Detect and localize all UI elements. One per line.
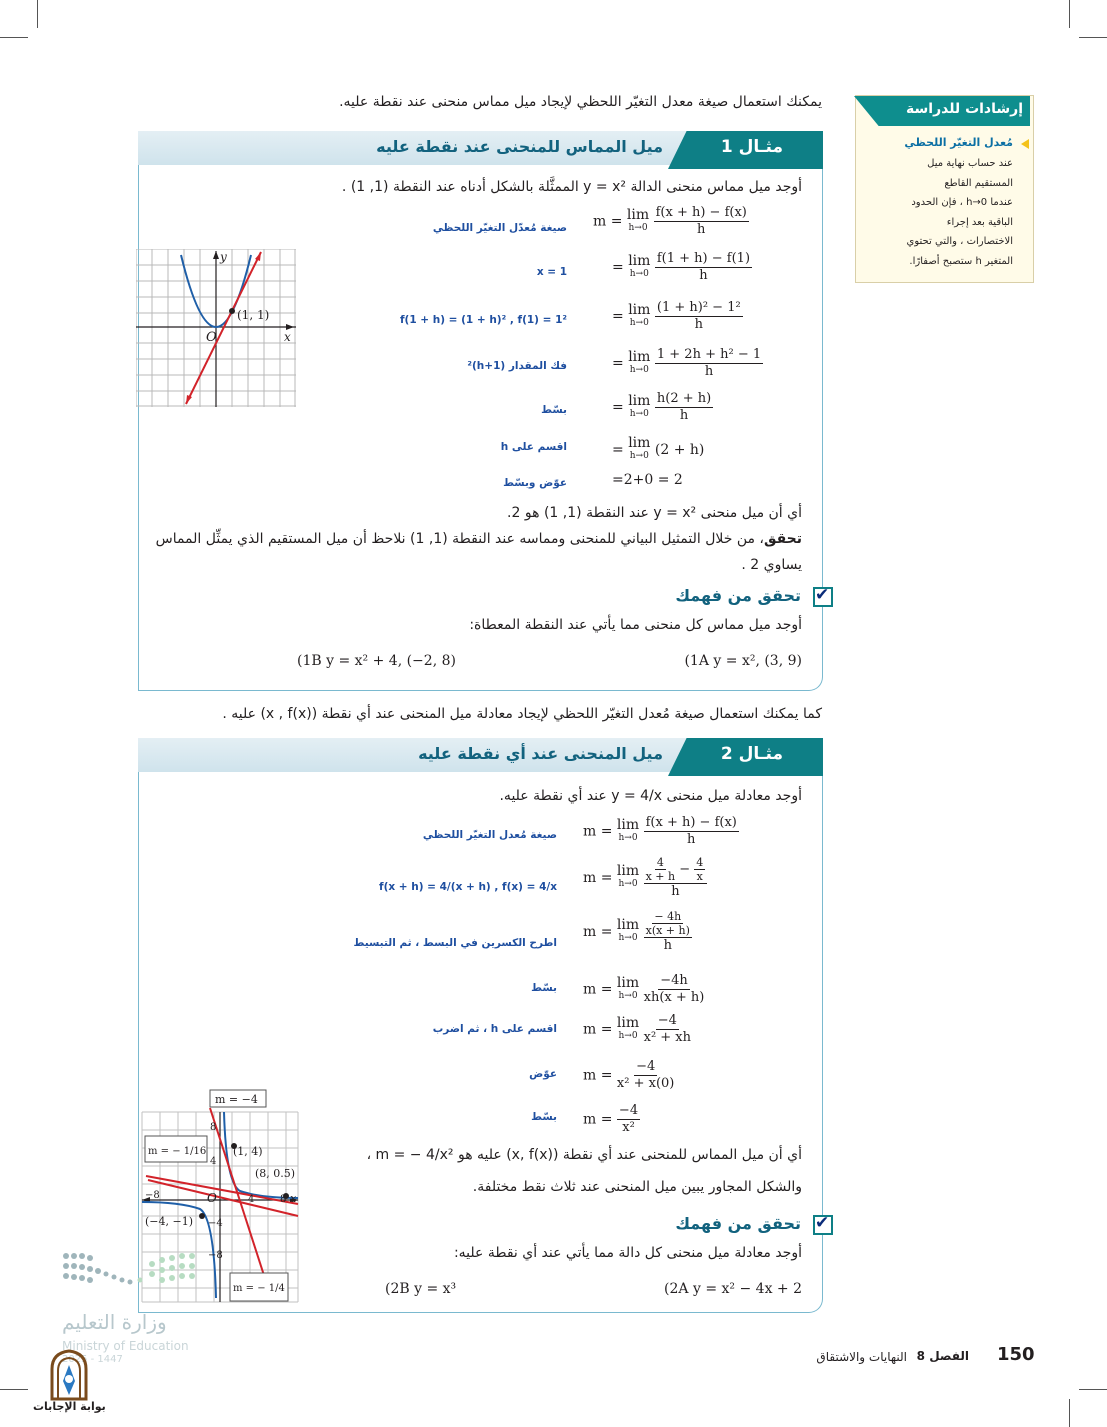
arrow-icon <box>1021 139 1029 149</box>
exercise-1b: (1B y = x² + 4, (−2, 8) <box>297 653 456 669</box>
step-2: = lim h→0 $\frac{f(1 + h) - f(1)}{h}$ <box>612 251 751 283</box>
crop-mark <box>37 0 38 28</box>
step-3: = lim h→0 $\frac{\text{(1 + h)² − 1²}}{h}$ <box>612 300 741 332</box>
ministry-logo <box>62 1250 202 1300</box>
slope-label: m = −4 <box>215 1093 258 1106</box>
step-note: اقسم على h ، ثم اضرب <box>432 1023 557 1035</box>
example-1-header <box>138 131 823 165</box>
tick-label: 4 <box>210 1156 217 1167</box>
check-understanding-prompt-2: أوجد معادلة ميل منحنى كل دالة مما يأتي عند أي نقطة عليه: <box>453 1245 802 1261</box>
y-axis-label: y <box>220 250 227 264</box>
step-5: m = lim h→0 $\frac{-4}{\text{x² + xh}}$ <box>583 1013 692 1045</box>
step-note: x = 1 <box>536 266 567 278</box>
step-note: صيغة مُعدّل التغيّر اللحظي <box>432 222 567 234</box>
example-2-conclusion-2: والشكل المجاور يبين ميل المنحنى عند ثلاث نقط مختلفة. <box>472 1179 802 1195</box>
exercise-1a: (1A y = x², (3, 9) <box>684 653 802 669</box>
step-note: فك المقدار (1+h)² <box>467 360 567 372</box>
crop-mark <box>0 37 28 38</box>
portal-label: بوابة الإجابات <box>33 1400 106 1413</box>
example-2-conclusion: أي أن ميل المماس للمنحنى عند أي نقطة (x, f(x)) عليه هو m = − 4/x² ، <box>366 1147 802 1163</box>
example-2-prompt: أوجد معادلة ميل منحنى y = 4/x عند أي نقطة عليه. <box>499 788 802 804</box>
step-4: m = lim h→0 $\frac{-4h}{xh(x + h)}$ <box>583 973 705 1005</box>
page-number: 150 <box>997 1344 1035 1365</box>
step-note: اقسم على h <box>500 441 567 453</box>
crop-mark <box>1079 37 1107 38</box>
step-1: m = lim h→0 $\frac{f(x + h) - f(x)}{h}$ <box>593 205 747 237</box>
tick-label: −4 <box>208 1218 223 1229</box>
slope-label: m = − 1/4 <box>233 1283 285 1294</box>
example-1-prompt: أوجد ميل مماس منحنى الدالة y = x² الممثَّلة بالشكل أدناه عند النقطة (1, 1) . <box>341 179 802 195</box>
ministry-name-en: Ministry of Education <box>62 1339 189 1353</box>
example-1-box <box>138 165 823 691</box>
point-label: (1, 4) <box>233 1145 263 1158</box>
sidebar-body <box>863 154 1013 271</box>
point-label: (8, 0.5) <box>255 1167 296 1180</box>
check-understanding-title-1: تحقق من فهمك <box>675 586 801 605</box>
x-axis-label: x <box>284 330 291 344</box>
step-note: عوّض وبسّط <box>503 477 567 489</box>
example-1-title: ميل المماس للمنحنى عند نقطة عليه <box>376 137 663 156</box>
portal-logo-icon <box>46 1349 92 1401</box>
step-note: عوّض <box>529 1068 557 1080</box>
check-understanding-icon <box>813 1215 833 1235</box>
step-note: بسّط <box>531 982 557 994</box>
example-1-number: مثـال 1 <box>720 137 783 157</box>
example-1-check <box>156 531 802 547</box>
sidebar-line: الباقية بعد إجراء <box>946 216 1013 228</box>
origin-label: O <box>206 330 217 345</box>
step-note: اطرح الكسرين في البسط ، ثم التبسيط <box>353 937 557 949</box>
step-note: صيغة مُعدل التغيّر اللحظي <box>422 829 557 841</box>
check-text: ، من خلال التمثيل البياني للمنحنى ومماسه عند النقطة (1, 1) نلاحظ أن ميل المستقيم الذي يمثِّل المماس <box>155 531 764 547</box>
check-understanding-prompt-1: أوجد ميل مماس كل منحنى مما يأتي عند النقطة المعطاة: <box>469 617 802 633</box>
crop-mark <box>1069 0 1070 28</box>
step-2: m = lim h→0 $\frac{4}{x + h}$ − $\frac{4}{x}$ h <box>583 856 707 900</box>
tick-label: 4 <box>248 1194 255 1205</box>
chapter-title: النهايات والاشتقاق <box>816 1350 907 1364</box>
crop-mark <box>0 1389 28 1390</box>
step-note: f(1 + h) = (1 + h)² , f(1) = 1² <box>399 314 567 326</box>
step-note: بسّط <box>531 1111 557 1123</box>
check-understanding-icon <box>813 587 833 607</box>
example-1-conclusion: أي أن ميل منحنى y = x² عند النقطة (1, 1) هو 2. <box>507 505 802 521</box>
origin-label: O <box>207 1191 217 1205</box>
study-tips-sidebar <box>855 95 1034 283</box>
intro-text-1: يمكنك استعمال صيغة معدل التغيّر اللحظي لإيجاد ميل مماس منحنى عند نقطة عليه. <box>339 94 822 110</box>
x-axis-label: x <box>290 1192 297 1205</box>
sidebar-line: عند حساب نهاية ميل <box>927 158 1013 169</box>
example-1-check-2: يساوي 2 . <box>741 557 802 573</box>
example-2-number: مثـال 2 <box>720 744 783 764</box>
check-understanding-title-2: تحقق من فهمك <box>675 1214 801 1233</box>
sidebar-line: المتغير h ستصبح أصفارًا. <box>909 255 1013 267</box>
step-7: m = $\frac{-4}{\text{x²}}$ <box>583 1103 639 1135</box>
crop-mark <box>1069 1399 1070 1427</box>
step-3: m = lim h→0 $\frac{\frac{- 4h}{x(x + h)}}{h}$ <box>583 910 690 953</box>
step-7: =2+0 = 2 <box>612 472 683 488</box>
step-6: = lim h→0 (2 + h) <box>612 435 705 461</box>
sidebar-line: عندما h→0 ، فإن الحدود <box>911 197 1013 208</box>
sidebar-line: الاختصارات ، والتي تحتوي <box>906 236 1013 247</box>
parabola-graph <box>136 249 296 407</box>
step-1: m = lim h→0 $\frac{f(x + h) - f(x)}{h}$ <box>583 815 737 847</box>
exercise-2a: (2A y = x² − 4x + 2 <box>664 1281 802 1297</box>
chapter-label: الفصل 8 <box>916 1349 969 1363</box>
sidebar-subtitle: مُعدل التغيّر اللحظي <box>904 136 1013 149</box>
sidebar-title: إرشادات للدراسة <box>906 101 1023 117</box>
step-4: = lim h→0 $\frac{\text{1 + 2h + h² − 1}}{h}$ <box>612 347 762 379</box>
ministry-name-ar: وزارة التعليم <box>62 1310 167 1334</box>
ministry-year: 2025 - 1447 <box>62 1354 123 1365</box>
crop-mark <box>1079 1389 1107 1390</box>
step-note: f(x + h) = 4/(x + h) , f(x) = 4/x <box>379 881 557 893</box>
tick-label: 8 <box>210 1122 217 1133</box>
tick-label: −8 <box>208 1250 223 1261</box>
example-2-title: ميل المنحنى عند أي نقطة عليه <box>418 744 663 763</box>
example-2-header <box>138 738 823 772</box>
tick-label: 8 <box>280 1194 287 1205</box>
check-label: تحقق <box>763 531 802 547</box>
tick-label: −8 <box>145 1190 160 1201</box>
exercise-2b: (2B y = x³ <box>385 1281 457 1297</box>
sidebar-line: المستقيم القاطع <box>944 177 1013 189</box>
step-5: = lim h→0 $\frac{h(2 + h)}{h}$ <box>612 391 712 423</box>
intro-text-2: كما يمكنك استعمال صيغة مُعدل التغيّر اللحظي لإيجاد معادلة ميل المنحنى عند أي نقطة (x , f(x)) عليه . <box>222 706 822 722</box>
point-label: (1, 1) <box>237 308 270 322</box>
step-6: m = $\frac{-4}{\text{x² + x(0)}}$ <box>583 1059 675 1091</box>
slope-label: m = − 1/16 <box>148 1146 207 1157</box>
point-label: (−4, −1) <box>145 1215 194 1228</box>
step-note: بسّط <box>541 404 567 416</box>
